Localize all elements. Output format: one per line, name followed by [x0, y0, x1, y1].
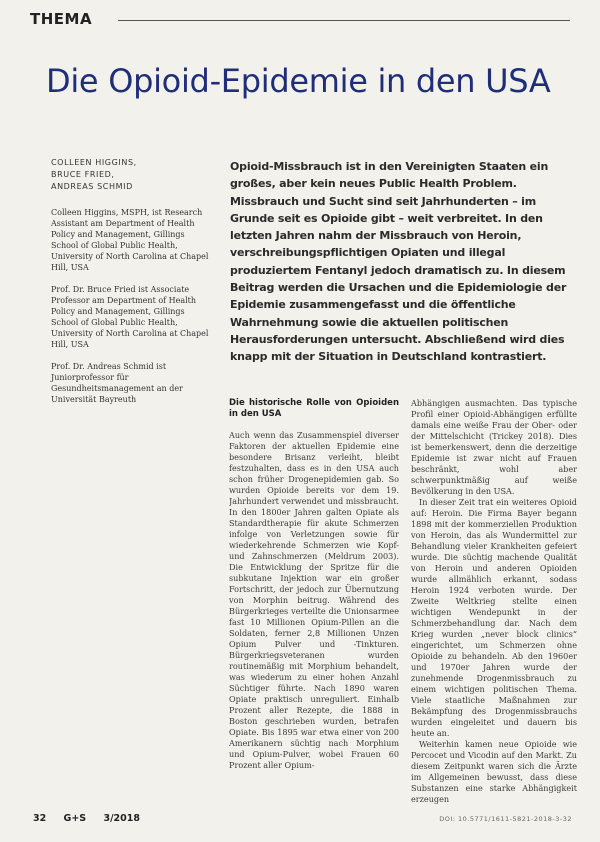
author-bio: Prof. Dr. Andreas Schmid ist Juniorprofessor für Gesundheitsmanagement an der Universität Bayreuth [51, 362, 183, 404]
body-paragraph: Abhängigen ausmachten. Das typische Profil einer Opioid-Abhängigen erfüllte damals eine weiße Frau der Ober- oder der Mittelschicht (Trickey 2018). Dies ist bemerkenswert, denn die derzeitige Epidemie ist zwar nicht auf Frauen beschränkt, wohl aber schwerpunktmäßig auf weiße Bevölkerung in den USA. [411, 398, 577, 496]
doi-line: DOI: 10.5771/1611-5821-2018-3-32 [439, 815, 572, 823]
author-name: ANDREAS SCHMID [51, 182, 133, 191]
author-name: BRUCE FRIED, [51, 170, 115, 179]
header-rule [118, 20, 570, 21]
author-bio: Prof. Dr. Bruce Fried ist Associate Professor am Department of Health Policy and Management, Gillings School of Global Public Health, University of North Carolina at Chapel Hill, USA [51, 285, 209, 349]
lead-paragraph: Opioid-Missbrauch ist in den Vereinigten Staaten ein großes, aber kein neues Public Health Problem. Missbrauch und Sucht sind seit Jahrhunderten – im Grunde seit es Opioide gibt – weit verbreitet. In den letzten Jahren nahm der Missbrauch von Heroin, verschreibungspflichtigen Opiaten und illegal produziertem Fentanyl jedoch dramatisch zu. In diesem Beitrag werden die Ursachen und die Epidemiologie der Epidemie zusammengefasst und die öffentliche Wahrnehmung sowie die aktuellen politischen Herausforderungen untersucht. Abschließend wird dies knapp mit der Situation in Deutschland kontrastiert. [230, 160, 567, 364]
author-bio: Colleen Higgins, MSPH, ist Research Assistant am Department of Health Policy and Management, Gillings School of Global Public Health, University of North Carolina at Chapel Hill, USA [51, 208, 209, 272]
section-tag: THEMA [30, 10, 93, 28]
issue-number: 3/2018 [103, 813, 140, 824]
body-paragraph: Weiterhin kamen neue Opioide wie Percocet und Vicodin auf den Markt. Zu diesem Zeitpunkt waren sich die Ärzte im Allgemeinen bewusst, dass diese Substanzen eine starke Abhängigkeit erzeugen [411, 739, 577, 804]
author-name: COLLEEN HIGGINS, [51, 158, 137, 167]
body-column-left [229, 398, 399, 798]
article-title: Die Opioid-Epidemie in den USA [46, 62, 551, 100]
author-list [51, 157, 211, 193]
body-column-right [411, 398, 577, 810]
page-footer [33, 813, 154, 824]
journal-name: G+S [63, 813, 87, 824]
author-bios [51, 207, 211, 416]
page-number: 32 [33, 813, 47, 824]
body-paragraph: Auch wenn das Zusammenspiel diverser Faktoren der aktuellen Epidemie eine besondere Brisanz verleiht, bleibt festzuhalten, dass es in den USA auch schon früher Drogenepidemien gab. So wurden Opioide bereits vor dem 19. Jahrhundert verwendet und missbraucht. In den 1800er Jahren galten Opiate als Standardtherapie für akute Schmerzen infolge von Verletzungen sowie für wiederkehrende Schmerzen wie Kopf- und Zahnschmerzen (Meldrum 2003). Die Entwicklung der Spritze für die subkutane Injektion war ein großer Fortschritt, der jedoch zur Übernutzung von Morphin beitrug. Während des Bürgerkrieges verteilte die Unionsarmee fast 10 Millionen Opium-Pillen an die Soldaten, ferner 2,8 Millionen Unzen Opium Pulver und -Tinkturen. Bürgerkriegsveteranen wurden routinemäßig mit Morphium behandelt, was wiederum zu einer hohen Anzahl Süchtiger führte. Nach 1890 waren Opiate praktisch unreguliert. Einhalb Prozent aller Rezepte, die 1888 in Boston geschrieben wurden, betrafen Opiate. Bis 1895 war etwa einer von 200 Amerikanern süchtig nach Morphium und Opium-Pulver, wobei Frauen 60 Prozent aller Opium- [229, 430, 399, 770]
body-paragraph: In dieser Zeit trat ein weiteres Opioid auf: Heroin. Die Firma Bayer begann 1898 mit der kommerziellen Produktion von Heroin, das als Wundermittel zur Behandlung vieler Krankheiten gefeiert wurde. Die süchtig machende Qualität von Heroin und anderen Opioiden wurde allmählich erkannt, sodass Heroin 1924 verboten wurde. Der Zweite Weltkrieg stellte einen wichtigen Wendepunkt in der Schmerzbehandlung dar. Nach dem Krieg wurden „never block clinics“ eingerichtet, um Schmerzen ohne Opioide zu behandeln. Ab den 1960er und 1970er Jahren wurde der zunehmende Drogenmissbrauch zu einem wichtigen politischen Thema. Viele staatliche Maßnahmen zur Bekämpfung des Drogenmissbrauchs wurden eingeleitet und dauern bis heute an. [411, 497, 577, 738]
section-subheading: Die historische Rolle von Opioiden in den USA [229, 398, 399, 419]
